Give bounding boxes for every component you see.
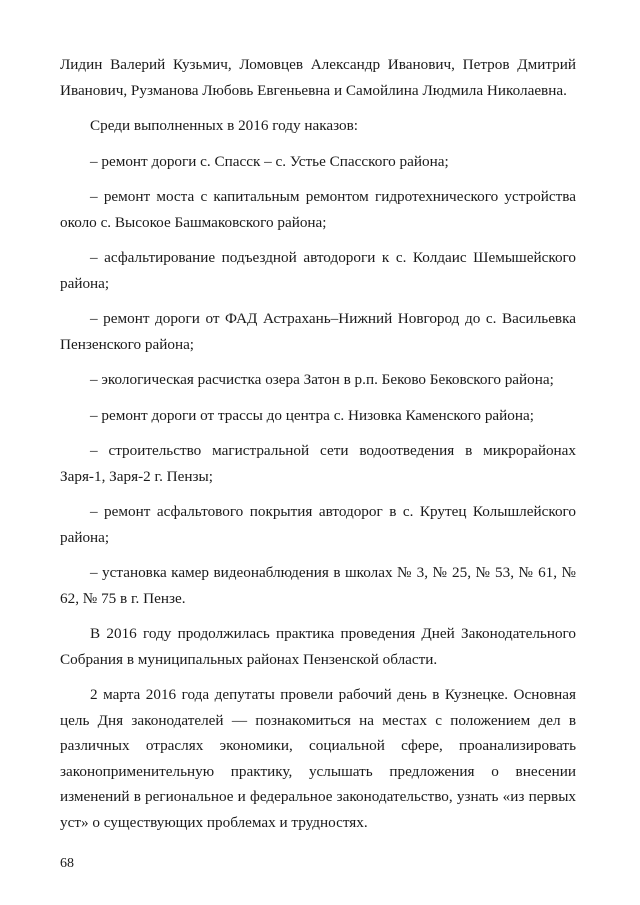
list-item-order: – ремонт дороги с. Спасск – с. Устье Спасского района; — [90, 152, 449, 170]
list-item-order: – ремонт асфальтового покрытия автодорог в с. Крутец Колышлейского района; — [60, 503, 576, 546]
list-item-order: – ремонт дороги от ФАД Астрахань–Нижний Новгород до с. Васильевка Пензенского района; — [60, 310, 576, 353]
list-item-order: – установка камер видеонаблюдения в школах № 3, № 25, № 53, № 61, № 62, № 75 в г. Пензе. — [60, 564, 576, 607]
paragraph-deputies-list: Лидин Валерий Кузьмич, Ломовцев Александр Иванович, Петров Дмитрий Иванович, Рузманова Любовь Евгеньевна и Самойлина Людмила Николаевна. — [60, 56, 576, 99]
list-item-order: – ремонт моста с капитальным ремонтом гидротехнического устройства около с. Высокое Башмаковского района; — [60, 188, 576, 231]
list-item-order: – строительство магистральной сети водоотведения в микрорайонах Заря-1, Заря-2 г. Пензы; — [60, 442, 576, 485]
page-number: 68 — [60, 856, 74, 871]
paragraph-kuznetsk-visit: 2 марта 2016 года депутаты провели рабочий день в Кузнецке. Основная цель Дня законодателей — познакомиться на местах с положением дел в различных отраслях экономики, социальной сфере, проанализировать законоприменительную практику, услышать предложения о внесении изменений в региональное и федеральное законодательство, узнать «из первых уст» о существующих проблемах и трудностях. — [60, 686, 576, 831]
paragraph-orders-intro: Среди выполненных в 2016 году наказов: — [90, 117, 359, 134]
list-item-order: – экологическая расчистка озера Затон в р.п. Беково Бековского района; — [90, 371, 554, 388]
list-item-order: – ремонт дороги от трассы до центра с. Низовка Каменского района; — [90, 406, 534, 424]
paragraph-legislative-days: В 2016 году продолжилась практика проведения Дней Законодательного Собрания в муниципальных районах Пензенской области. — [60, 625, 576, 668]
list-item-order: – асфальтирование подъездной автодороги к с. Колдаис Шемышейского района; — [60, 249, 576, 292]
document-page — [60, 52, 576, 835]
